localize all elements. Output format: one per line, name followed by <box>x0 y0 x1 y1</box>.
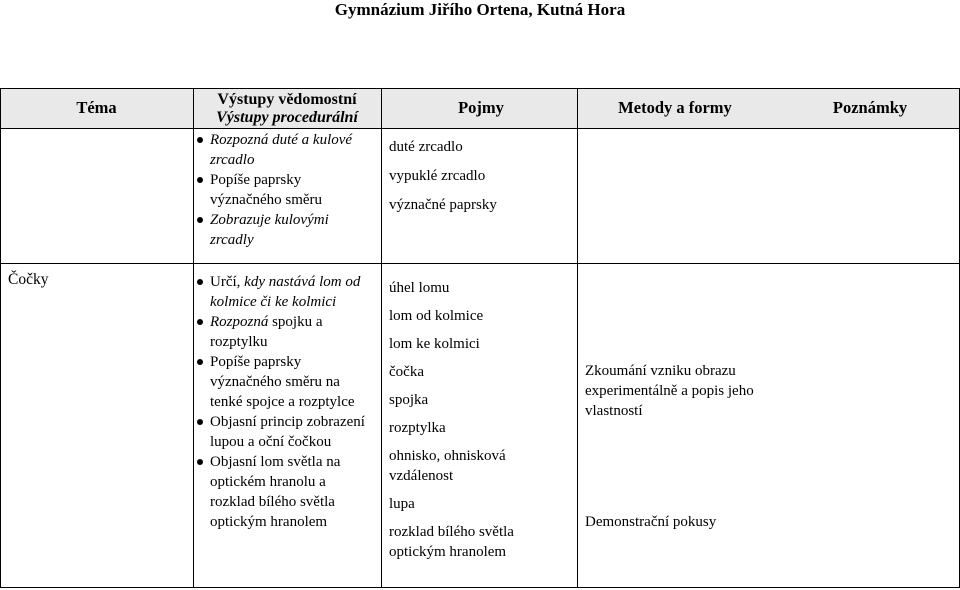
curriculum-table <box>0 88 960 588</box>
column-line <box>193 88 194 588</box>
header-vystupy-line1: Výstupy vědomostní <box>217 91 357 108</box>
list-item: Zobrazuje kulovými zrcadly <box>197 210 375 250</box>
list-item: Určí, kdy nastává lom od kolmice či ke kolmici <box>197 272 373 312</box>
list-item: Rozpozná spojku a rozptylku <box>197 312 373 352</box>
term: vypuklé zrcadlo <box>389 168 486 184</box>
list-item: Popíše paprsky význačného směru na tenké spojce a rozptylce <box>197 352 373 412</box>
row2-methods-experiment: Zkoumání vzniku obrazu experimentálně a popis jeho vlastností <box>585 363 754 419</box>
term: spojka <box>389 392 429 408</box>
header-vystupy-line2: Výstupy procedurální <box>216 109 358 126</box>
term: rozklad bílého světla optickým hranolem <box>389 524 514 560</box>
term: čočka <box>389 364 424 380</box>
term: rozptylka <box>389 420 446 436</box>
header-vystupy <box>193 91 381 127</box>
term: význačné paprsky <box>389 197 497 213</box>
header-separator <box>0 128 960 129</box>
page-title: Gymnázium Jiřího Ortena, Kutná Hora <box>334 0 626 19</box>
term: lupa <box>389 496 415 512</box>
row2-terms <box>389 278 569 562</box>
term: duté zrcadlo <box>389 139 463 155</box>
column-line <box>0 88 1 588</box>
list-item: Objasní lom světla na optickém hranolu a rozklad bílého světla optickým hranolem <box>197 452 373 532</box>
table-border-bottom <box>0 587 960 588</box>
topic-cocky: Čočky <box>8 271 49 288</box>
column-line <box>577 88 578 588</box>
header-poznamky: Poznámky <box>832 98 908 117</box>
row1-outcomes <box>197 130 375 250</box>
term: ohnisko, ohnisková vzdálenost <box>389 448 506 484</box>
term: lom ke kolmici <box>389 336 480 352</box>
header-pojmy: Pojmy <box>458 98 504 117</box>
header-tema: Téma <box>76 98 117 117</box>
list-item: Popíše paprsky význačného směru <box>197 170 375 210</box>
term: úhel lomu <box>389 280 450 296</box>
row1-terms <box>389 137 569 215</box>
row2-methods-demo: Demonstrační pokusy <box>585 514 717 530</box>
header-metody: Metody a formy <box>618 98 732 117</box>
list-item: Objasní princip zobrazení lupou a oční čočkou <box>197 412 373 452</box>
term: lom od kolmice <box>389 308 484 324</box>
list-item: Rozpozná duté a kulové zrcadlo <box>197 130 375 170</box>
row2-outcomes <box>197 272 373 532</box>
row-separator <box>0 263 960 264</box>
column-line <box>381 88 382 588</box>
